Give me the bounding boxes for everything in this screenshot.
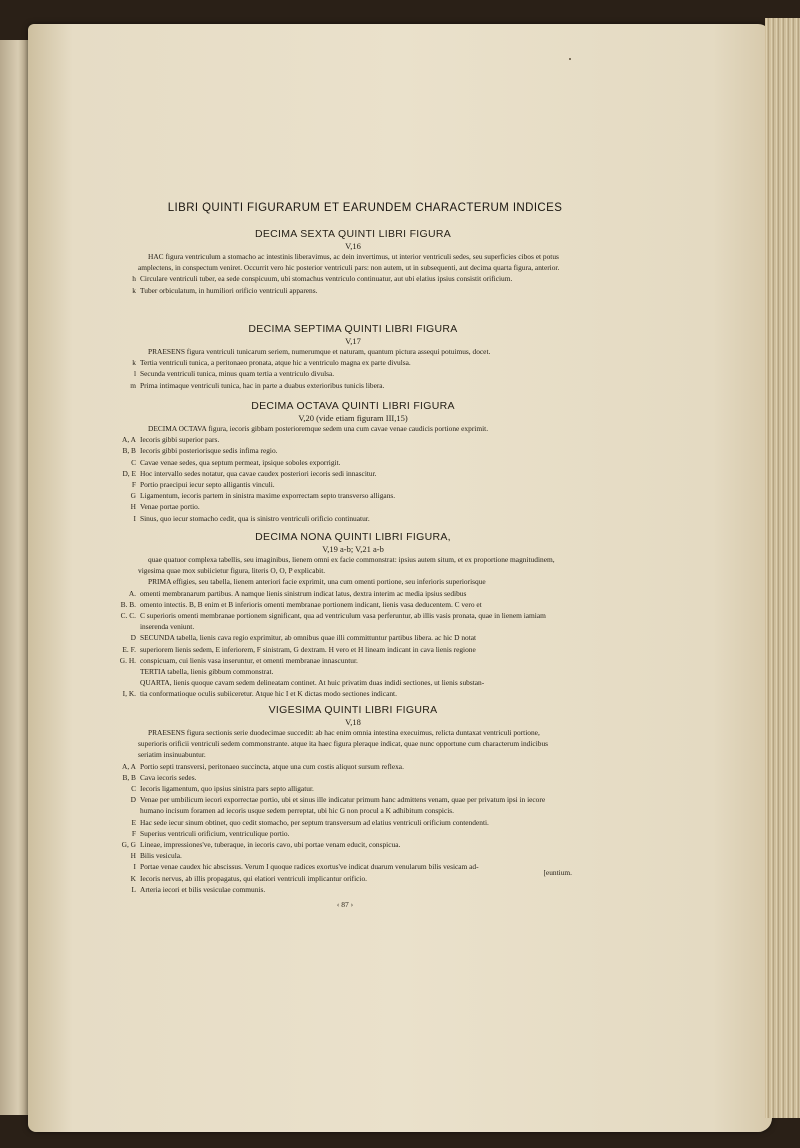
entry-label: A. [128,588,136,598]
entry-text: C superioris omenti membranae portionem significant, qua ad ventriculum vasa perferuntur, ab illis vasis pronata, quae in lienem iamiam inserenda veniunt. [140,611,546,632]
entry-label: k [132,358,136,368]
legend-entry [118,445,568,456]
entry-text: Secunda ventriculi tunica, minus quam tertia a ventriculo divulsa. [140,369,335,379]
entry-label: G. H. [119,655,136,665]
entry-text: Iecoris gibbi posteriorisque sedis infima regio. [140,446,278,456]
entry-label: C [131,457,136,467]
entry-text: Bilis vesicula. [140,851,182,861]
entry-label: B. B. [120,599,136,609]
legend-entry [118,632,568,643]
left-page-edge [0,40,30,1115]
entry-text: Cavae venae sedes, qua septum permeat, ipsique soboles exporrigit. [140,457,341,467]
entry-label: L [131,884,136,894]
section-paragraph: HAC figura ventriculum a stomacho ac intestinis liberavimus, ac dein invertimus, ut interior ventriculi sedes, seu superficies cibos et potus amplectens, in conspectum veniret. Occurrit vero hic posterior ventriculi pars: non autem, ut in subsequenti, aut decima quarta figura, anterior. [138,252,560,273]
legend-entry [118,828,568,839]
entry-text: Sinus, quo iecur stomacho cedit, qua is sinistro ventriculi orificio continuatur. [140,513,370,523]
entry-label: I, K. [122,689,136,699]
book-fore-edge [765,18,800,1118]
legend-entry [118,610,568,632]
section-ref: V,18 [345,717,361,727]
entry-label: m [130,380,136,390]
legend-entry [118,380,568,391]
entry-text: superiorem lienis sedem, E inferiorem, F sinistram, G dextram. H vero et H lineam indicant in cava lienis regione [140,644,476,654]
entry-text: Lineae, impressiones've, tuberaque, in iecoris cavo, ubi portae venam educit, conspicua. [140,840,401,850]
legend-entry [118,666,568,677]
entry-text: Tertia ventriculi tunica, a peritonaeo pronata, atque hic a ventriculo magna ex parte divulsa. [140,358,411,368]
legend-entry [118,817,568,828]
entry-text: Prima intimaque ventriculi tunica, hac in parte a duabus exterioribus tunicis libera. [140,380,385,390]
entry-label: I [133,513,136,523]
main-title: LIBRI QUINTI FIGURARUM ET EARUNDEM CHARACTERUM INDICES [167,202,563,214]
ink-speck [569,58,571,60]
legend-entry [118,501,568,512]
entry-text: conspicuam, cui lienis vasa inseruntur, et omenti membranae innascuntur. [140,655,358,665]
entry-label: E. F. [122,644,136,654]
legend-entry [118,861,568,872]
entry-text: Venae portae portio. [140,502,200,512]
entry-text: omenti membranarum partibus. A namque lienis sinistrum indicat latus, dextra interim ac media ipsius sedibus [140,588,467,598]
section-title: DECIMA SEPTIMA QUINTI LIBRI FIGURA [248,323,458,335]
legend-entry [118,468,568,479]
entry-label: C. C. [120,611,136,621]
entry-text: omento intectis. B, B enim et B inferioris omenti membranae portionem indicant, lienis vasa deducentem. C vero et [140,599,482,609]
entry-text: Portio praecipui iecur septo alligantis vinculi. [140,480,275,490]
legend-entry [118,688,568,699]
entry-label: G [130,491,136,501]
entry-label: H [130,502,136,512]
entry-label: D, E [122,468,136,478]
entry-text: SECUNDA tabella, lienis cava regio exprimitur, ab omnibus quae illi committuntur partibus libera. ac hic D notat [140,633,477,643]
legend-entry [118,839,568,850]
section-title: DECIMA NONA QUINTI LIBRI FIGURA, [255,531,451,543]
entry-text: Superius ventriculi orificium, ventriculique portio. [140,828,290,838]
legend-entry [118,368,568,379]
entry-label: K [130,873,136,883]
section-20 [118,704,572,895]
section-18 [118,400,568,524]
entry-label: E [131,817,136,827]
legend-entry [118,655,568,666]
legend-entry [118,772,568,783]
legend-entry [118,588,568,599]
entry-label: A, A [122,435,136,445]
legend-entry [118,599,568,610]
section-19 [118,531,568,700]
legend-entry [118,884,568,895]
legend-entry [118,513,568,524]
section-paragraph: DECIMA OCTAVA figura, iecoris gibbam posterioremque sedem una cum cavae venae caudicis portione exprimit. [148,424,489,433]
legend-entry [118,677,568,688]
entry-label: F [131,828,136,838]
entry-label: G, G [121,840,136,850]
entry-label: F [131,480,136,490]
entry-label: B, B [122,446,136,456]
legend-entry [118,761,568,772]
legend-entry [118,357,568,368]
trailing-word: [euntium. [543,867,572,877]
entry-text: Iecoris gibbi superior pars. [140,435,220,445]
section-ref: V,19 a-b; V,21 a-b [322,544,384,554]
entry-text: Hac sede iecur sinum obtinet, quo cedit stomacho, per septum transversum ad elatius ventriculi orificium contendenti. [140,817,489,827]
entry-label: I [133,862,136,872]
section-title: VIGESIMA QUINTI LIBRI FIGURA [268,704,438,716]
section-paragraph: PRAESENS figura sectionis serie duodecimae succedit: ab hac enim omnia intestina execuimus, relicta duntaxat ventriculi portione, superioris orificii ventriculi sedem commonstrante. atque ita haec figura pleraque indicat, quae nunc opportune cum characterum indicibus seriatim insinuabuntur. [138,728,549,760]
entry-text: QUARTA, lienis quoque cavam sedem delineatam continet. At huic privatim duas indidi sectiones, ut lienis substan- [140,678,485,688]
legend-entry [118,850,568,861]
section-17 [118,323,568,391]
entry-text: Cava iecoris sedes. [140,772,197,782]
section-ref: V,20 (vide etiam figuram III,15) [298,413,408,423]
section-title: DECIMA SEXTA QUINTI LIBRI FIGURA [254,228,452,240]
entry-label: C [131,784,136,794]
entry-text: Iecoris nervus, ab illis propagatus, qui elatiori ventriculi implicantur orificio. [140,873,367,883]
legend-entry [118,490,568,501]
section-paragraph: PRIMA effigies, seu tabella, lienem anteriori facie exprimit, una cum omenti portione, seu inferioris superiorisque [148,577,486,587]
entry-label: h [132,274,136,284]
legend-entry [118,285,568,296]
section-title: DECIMA OCTAVA QUINTI LIBRI FIGURA [251,400,455,412]
entry-text: Circulare ventriculi tuber, ea sede conspicuum, ubi stomachus ventriculo continuatur, aut ubi elatius ipsius consistit orificium. [140,274,513,284]
legend-entry [118,783,568,794]
entry-label: D [130,633,136,643]
section-paragraph: quae quatuor complexa tabellis, seu imaginibus, lienem omni ex facie commonstrat: ipsius autem situm, et ex proportione magnitudinem, vigesima quae mox subiicietur figura, literis O, O, P explicabit. [138,555,555,576]
entry-label: B, B [122,772,136,782]
entry-text: Ligamentum, iecoris partem in sinistra maxime exporrectam septo transverso alligans. [140,491,396,501]
entry-text: Portio septi transversi, peritonaeo succincta, atque una cum costis aliquot sursum reflexa. [140,761,404,771]
section-ref: V,17 [345,336,361,346]
entry-text: Venae per umbilicum iecori exporrectae portio, ubi et sinus ille indicatur primum hanc admittens venam, quae per privatum ipsi in iecore humano incisum foramen ad iecoris usque sedem perreptat, ubi hic G non procul a K adhibitum conspicis. [140,795,546,816]
entry-label: l [133,369,136,379]
entry-label: A, A [122,761,136,771]
legend-entry [118,457,568,468]
legend-entry [118,479,568,490]
entry-text: tia conformatioque oculis subiiceretur. Atque hic I et K dictas modo sectiones indicant. [140,689,397,699]
section-paragraph: PRAESENS figura ventriculi tunicarum seriem, numerumque et naturam, quantum pictura assequi potuimus, docet. [148,347,491,356]
entry-text: Portae venae caudex hic abscissus. Verum I quoque radices exortus've indicat duarum venularum bilis vesicam ad- [140,862,479,872]
entry-text: Tuber orbiculatum, in humiliori orificio ventriculi apparens. [140,285,318,295]
entry-label: k [132,285,136,295]
entry-label: D [130,795,136,805]
entry-label: H [130,851,136,861]
section-ref: V,16 [345,241,361,251]
entry-text: Hoc intervallo sedes notatur, qua cavae caudex posteriori iecoris sedi innascitur. [140,468,377,478]
legend-entry [118,644,568,655]
section-16 [118,228,568,296]
entry-text: Arteria iecori et bilis vesiculae communis. [140,884,266,894]
page-number: ‹ 87 › [336,900,354,909]
legend-entry [118,434,568,445]
entry-text: TERTIA tabella, lienis gibbum commonstrat. [140,667,274,677]
legend-entry [118,273,568,284]
legend-entry [118,794,568,816]
entry-text: Iecoris ligamentum, quo ipsius sinistra pars septo alligatur. [140,784,314,794]
